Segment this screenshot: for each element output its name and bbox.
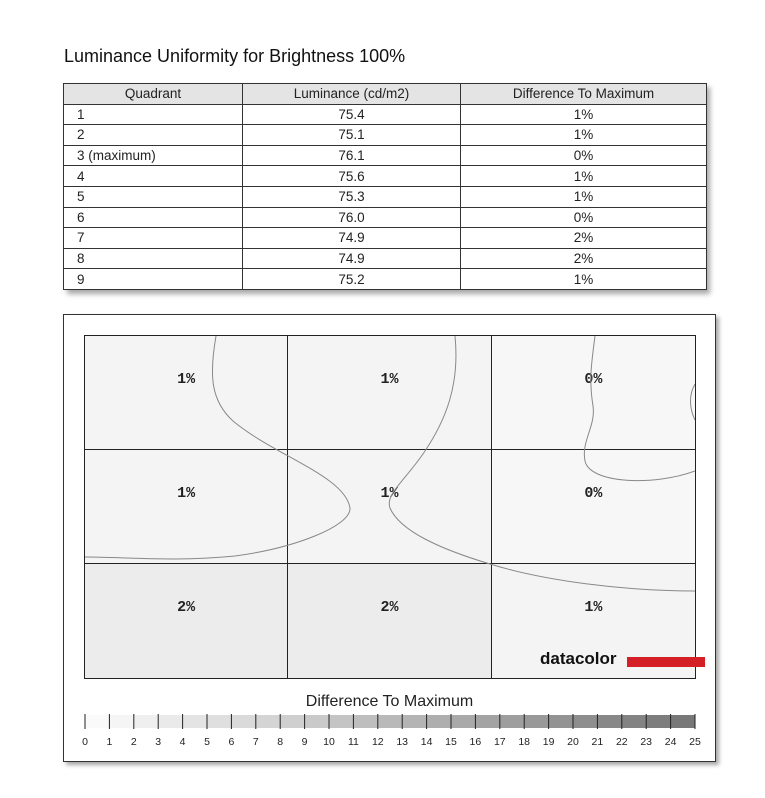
heatmap-cell-value: 1% [177, 485, 196, 502]
luminance-cell: 74.9 [243, 228, 461, 249]
scale-tick-label: 1 [106, 736, 113, 748]
scale-title: Difference To Maximum [305, 693, 474, 710]
scale-tick-label: 22 [615, 736, 628, 748]
heatmap-cell-value: 2% [380, 599, 399, 616]
table-row [64, 269, 707, 290]
scale-swatch [158, 715, 182, 728]
difference-cell: 1% [461, 269, 707, 290]
header-difference: Difference To Maximum [461, 84, 707, 105]
luminance-cell: 75.3 [243, 186, 461, 207]
table-row [64, 248, 707, 269]
luminance-cell: 75.2 [243, 269, 461, 290]
scale-tick-label: 18 [518, 736, 531, 748]
scale-swatch [109, 715, 133, 728]
luminance-cell: 76.0 [243, 207, 461, 228]
table-header-row [64, 84, 707, 105]
quadrant-cell: 1 [64, 104, 243, 125]
scale-swatch [451, 715, 475, 728]
scale-tick-label: 10 [323, 736, 335, 748]
heatmap-cell-value: 0% [584, 485, 603, 502]
scale-tick-label: 2 [130, 736, 137, 748]
scale-tick-label: 19 [542, 736, 555, 748]
scale-tick-label: 21 [591, 736, 604, 748]
heatmap-cell-value: 1% [177, 371, 196, 388]
quadrant-cell: 7 [64, 228, 243, 249]
scale-swatch [524, 715, 548, 728]
difference-cell: 1% [461, 166, 707, 187]
header-quadrant: Quadrant [64, 84, 243, 105]
datacolor-logo-bar [627, 657, 705, 667]
heatmap-cell-value: 2% [177, 599, 196, 616]
table-row [64, 228, 707, 249]
heatmap-grid [84, 335, 696, 679]
heatmap-cell-value: 1% [584, 599, 603, 616]
scale-tick-label: 9 [301, 736, 308, 748]
scale-tick-label: 8 [277, 736, 284, 748]
table-row [64, 104, 707, 125]
heatmap-cell-value: 1% [380, 371, 399, 388]
scale-swatch [500, 715, 524, 728]
scale-swatch [573, 715, 597, 728]
difference-cell: 2% [461, 248, 707, 269]
uniformity-table [63, 83, 706, 290]
scale-tick-label: 24 [664, 736, 677, 748]
difference-cell: 1% [461, 186, 707, 207]
scale-swatch [207, 715, 231, 728]
page-title: Luminance Uniformity for Brightness 100% [64, 46, 406, 66]
difference-cell: 1% [461, 104, 707, 125]
quadrant-cell: 4 [64, 166, 243, 187]
quadrant-cell: 5 [64, 186, 243, 207]
scale-swatch [378, 715, 402, 728]
scale-tick-label: 23 [640, 736, 653, 748]
quadrant-cell: 8 [64, 248, 243, 269]
scale-swatch [475, 715, 499, 728]
difference-cell: 0% [461, 207, 707, 228]
scale-tick-label: 5 [204, 736, 210, 748]
scale-tick-label: 17 [493, 736, 506, 748]
quadrant-cell: 2 [64, 125, 243, 146]
scale-swatch [256, 715, 280, 728]
luminance-cell: 75.1 [243, 125, 461, 146]
luminance-cell: 75.6 [243, 166, 461, 187]
scale-tick-label: 13 [396, 736, 409, 748]
heatmap-cell-value: 0% [584, 371, 603, 388]
luminance-cell: 74.9 [243, 248, 461, 269]
scale-tick-label: 14 [420, 736, 433, 748]
scale-tick-label: 3 [155, 736, 162, 748]
difference-cell: 1% [461, 125, 707, 146]
difference-cell: 2% [461, 228, 707, 249]
table-row [64, 207, 707, 228]
datacolor-logo: datacolor [540, 649, 617, 668]
scale-swatch [280, 715, 304, 728]
difference-scale [64, 710, 715, 750]
scale-swatch [671, 715, 695, 728]
scale-tick-label: 20 [567, 736, 579, 748]
scale-swatch [183, 715, 207, 728]
scale-swatch [646, 715, 670, 728]
scale-swatch [305, 715, 329, 728]
scale-tick-label: 25 [689, 736, 701, 748]
scale-swatch [549, 715, 573, 728]
scale-tick-label: 15 [445, 736, 457, 748]
scale-tick-label: 11 [347, 736, 359, 748]
luminance-cell: 76.1 [243, 145, 461, 166]
heatmap-cell-value: 1% [380, 485, 399, 502]
scale-swatch [427, 715, 451, 728]
scale-swatch [134, 715, 158, 728]
difference-cell: 0% [461, 145, 707, 166]
scale-swatch [597, 715, 621, 728]
scale-tick-label: 0 [82, 736, 88, 748]
scale-swatch [402, 715, 426, 728]
quadrant-cell: 6 [64, 207, 243, 228]
table-row [64, 145, 707, 166]
scale-swatch [85, 715, 109, 728]
scale-tick-label: 16 [469, 736, 482, 748]
quadrant-cell: 9 [64, 269, 243, 290]
quadrant-cell: 3 (maximum) [64, 145, 243, 166]
scale-tick-label: 7 [252, 736, 259, 748]
luminance-cell: 75.4 [243, 104, 461, 125]
scale-tick-label: 6 [228, 736, 235, 748]
scale-swatch [353, 715, 377, 728]
contour-lines [85, 336, 695, 678]
uniformity-heatmap-panel [63, 314, 716, 762]
scale-swatch [231, 715, 255, 728]
scale-swatch [622, 715, 646, 728]
scale-tick-label: 12 [371, 736, 384, 748]
scale-swatch [329, 715, 353, 728]
scale-tick-label: 4 [179, 736, 186, 748]
table-row [64, 186, 707, 207]
table-row [64, 166, 707, 187]
header-luminance: Luminance (cd/m2) [243, 84, 461, 105]
table-row [64, 125, 707, 146]
